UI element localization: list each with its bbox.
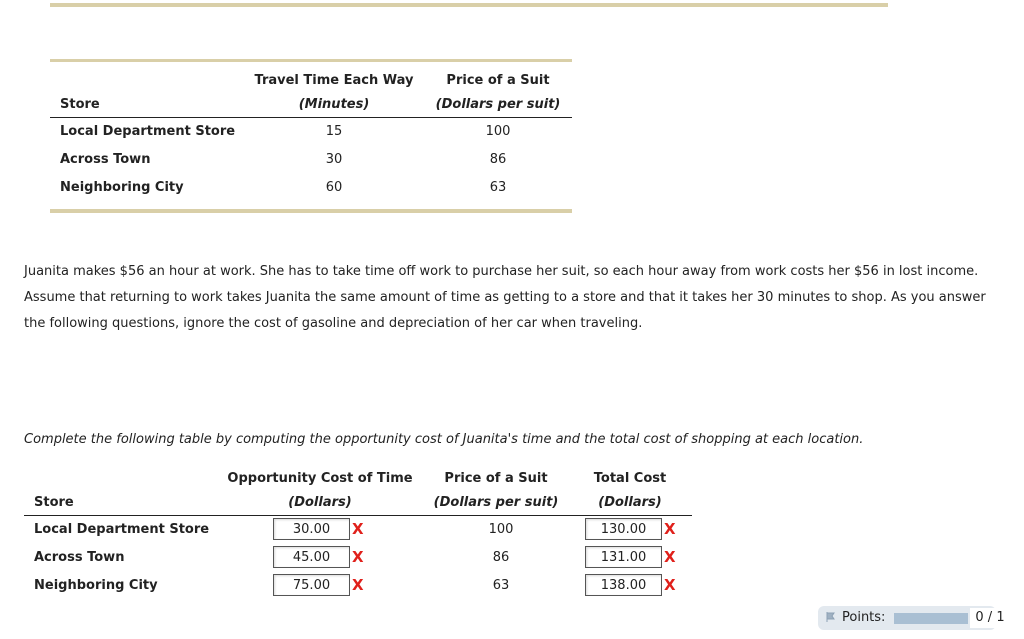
table2-header-price-unit: (Dollars per suit) (433, 495, 559, 510)
table1-row-store: Neighboring City (60, 180, 184, 195)
table1-row-travel: 15 (325, 124, 343, 139)
points-widget (818, 606, 1005, 630)
table2-header-opp: Opportunity Cost of Time (227, 471, 413, 486)
table1-bottom-border (50, 209, 572, 213)
table2-row-store: Across Town (34, 550, 125, 565)
table2-header-total-unit: (Dollars) (598, 495, 662, 510)
table1-row-price: 100 (485, 124, 511, 139)
table1-row-store: Across Town (60, 152, 151, 167)
flag-icon (826, 612, 836, 622)
total-cost-input[interactable]: 138.00 (585, 574, 662, 596)
table1-row-store: Local Department Store (60, 124, 236, 139)
incorrect-x-icon: X (664, 576, 676, 594)
problem-paragraph: Juanita makes $56 an hour at work. She has to take time off work to purchase her suit, so each hour away from work costs her $56 in lost income. Assume that returning to work takes Juanita the same amount of time as getting to a store and that it takes her 30 minutes to shop. As you answer the following questions, ignore the cost of gasoline and depreciation of her car when traveling. (24, 264, 986, 331)
incorrect-x-icon: X (664, 520, 676, 538)
points-score: 0 / 1 (970, 608, 1010, 628)
table1-row-travel: 30 (325, 152, 343, 167)
table2-row-store: Neighboring City (34, 578, 158, 593)
table1-header-travel: Travel Time Each Way (254, 73, 414, 88)
table2-header-price: Price of a Suit (444, 471, 548, 486)
total-cost-input[interactable]: 130.00 (585, 518, 662, 540)
table1-row-price: 86 (489, 152, 507, 167)
table1-header-price-unit: (Dollars per suit) (435, 97, 561, 112)
table1-header-price: Price of a Suit (446, 73, 550, 88)
table1-header-travel-unit: (Minutes) (298, 97, 370, 112)
table1-top-border (50, 59, 572, 62)
incorrect-x-icon: X (352, 548, 364, 566)
table2-row-price: 86 (492, 550, 510, 565)
total-cost-input[interactable]: 131.00 (585, 546, 662, 568)
opportunity-cost-input[interactable]: 30.00 (273, 518, 350, 540)
table2-header-store: Store (34, 495, 74, 510)
instruction-text: Complete the following table by computing the opportunity cost of Juanita's time and the total cost of shopping at each location. (24, 432, 864, 447)
incorrect-x-icon: X (352, 576, 364, 594)
table1-header-rule (50, 117, 572, 118)
table2-header-total: Total Cost (593, 471, 667, 486)
table2-row-price: 100 (488, 522, 514, 537)
table2-header-opp-unit: (Dollars) (288, 495, 352, 510)
table2-row-price: 63 (492, 578, 510, 593)
points-label: Points: (842, 610, 886, 625)
opportunity-cost-input[interactable]: 45.00 (273, 546, 350, 568)
table1-header-store: Store (60, 97, 100, 112)
table1-row-price: 63 (489, 180, 507, 195)
opportunity-cost-input[interactable]: 75.00 (273, 574, 350, 596)
incorrect-x-icon: X (664, 548, 676, 566)
top-divider (50, 3, 888, 7)
table2-row-store: Local Department Store (34, 522, 210, 537)
points-progress-bar (894, 613, 968, 624)
table2-header-rule (24, 515, 692, 516)
incorrect-x-icon: X (352, 520, 364, 538)
table1-row-travel: 60 (325, 180, 343, 195)
